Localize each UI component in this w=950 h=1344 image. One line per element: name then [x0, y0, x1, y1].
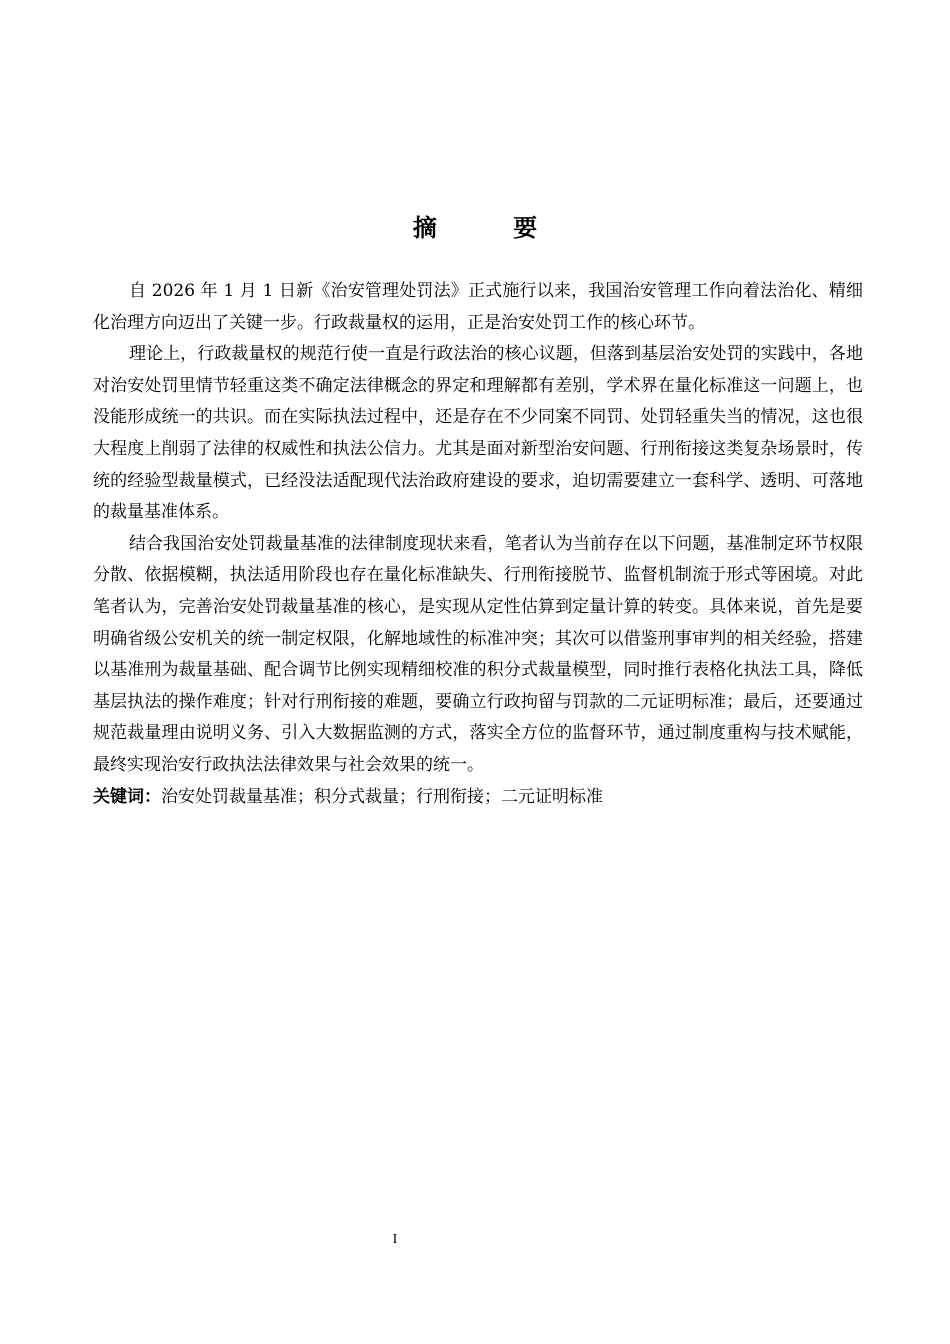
keywords-label: 关键词：	[93, 786, 161, 807]
keywords-line	[93, 782, 863, 814]
abstract-paragraph-1: 自 2026 年 1 月 1 日新《治安管理处罚法》正式施行以来，我国治安管理工作向着法治化、精细化治理方向迈出了关键一步。行政裁量权的运用，正是治安处罚工作的核心环节。	[93, 281, 863, 333]
page-number: I	[392, 1232, 398, 1247]
abstract-paragraph-3: 结合我国治安处罚裁量基准的法律制度现状来看，笔者认为当前存在以下问题，基准制定环节权限分散、依据模糊，执法适用阶段也存在量化标准缺失、行刑衔接脱节、监督机制流于形式等困境。对此笔者认为，完善治安处罚裁量基准的核心，是实现从定性估算到定量计算的转变。具体来说，首先是要明确省级公安机关的统一制定权限，化解地域性的标准冲突；其次可以借鉴刑事审判的相关经验，搭建以基准刑为裁量基础、配合调节比例实现精细校准的积分式裁量模型，同时推行表格化执法工具，降低基层执法的操作难度；针对行刑衔接的难题，要确立行政拘留与罚款的二元证明标准；最后，还要通过规范裁量理由说明义务、引入大数据监测的方式，落实全方位的监督环节，通过制度重构与技术赋能，最终实现治安行政执法法律效果与社会效果的统一。	[93, 533, 863, 775]
abstract-paragraph-2: 理论上，行政裁量权的规范行使一直是行政法治的核心议题，但落到基层治安处罚的实践中，各地对治安处罚里情节轻重这类不确定法律概念的界定和理解都有差别，学术界在量化标准这一问题上，也没能形成统一的共识。而在实际执法过程中，还是存在不少同案不同罚、处罚轻重失当的情况，这也很大程度上削弱了法律的权威性和执法公信力。尤其是面对新型治安问题、行刑衔接这类复杂场景时，传统的经验型裁量模式，已经没法适配现代法治政府建设的要求，迫切需要建立一套科学、透明、可落地的裁量基准体系。	[93, 344, 863, 523]
keywords-text: 治安处罚裁量基准；积分式裁量；行刑衔接；二元证明标准	[161, 786, 603, 807]
abstract-body	[93, 276, 863, 813]
abstract-title: 摘 要	[412, 214, 572, 242]
